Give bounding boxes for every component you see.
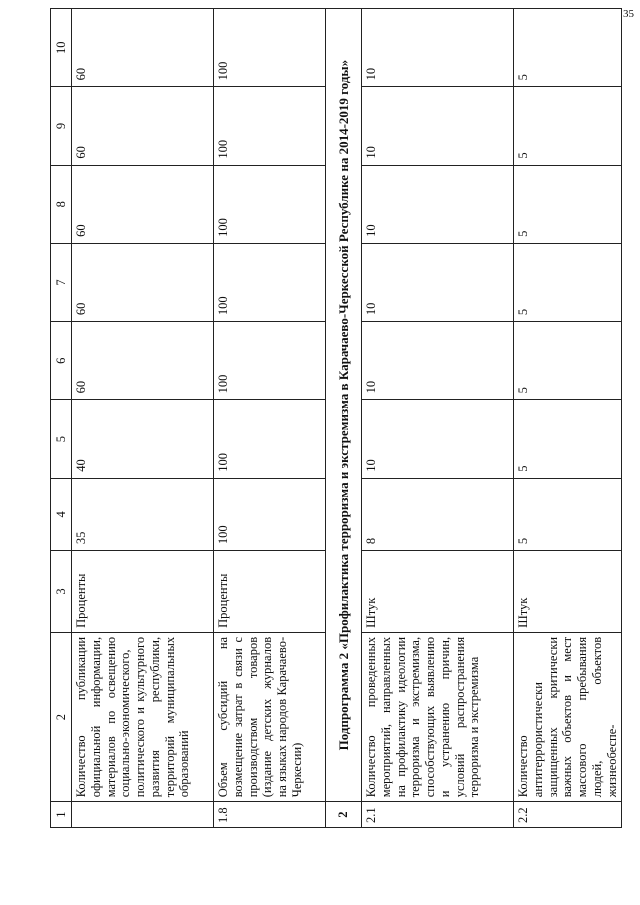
row-code: 2.1: [362, 802, 514, 828]
table-row: [72, 9, 214, 828]
column-number: 2: [51, 632, 72, 801]
row-value: 60: [72, 9, 214, 87]
row-value: 60: [72, 243, 214, 321]
row-value: 100: [214, 243, 326, 321]
row-code: [72, 802, 214, 828]
table-row: [514, 9, 622, 828]
row-value: 5: [514, 165, 622, 243]
table-row: [362, 9, 514, 828]
row-value: 35: [72, 478, 214, 550]
row-value: 40: [72, 400, 214, 478]
row-value: 100: [214, 87, 326, 165]
column-number: 7: [51, 243, 72, 321]
column-number-row: [51, 9, 72, 828]
column-number: 6: [51, 322, 72, 400]
row-value: 60: [72, 165, 214, 243]
row-value: 100: [214, 400, 326, 478]
row-value: 100: [214, 478, 326, 550]
subprogram-code: 2: [326, 802, 362, 828]
row-description: Количество антитеррористически защищенных критически важных объектов и мест массового пребывания людей, объектов жизнеобеспе-: [514, 632, 622, 801]
column-number: 9: [51, 87, 72, 165]
row-code: 2.2: [514, 802, 622, 828]
row-value: 5: [514, 322, 622, 400]
row-code: 1.8: [214, 802, 326, 828]
row-value: 10: [362, 322, 514, 400]
row-value: 5: [514, 9, 622, 87]
row-unit: Штук: [362, 551, 514, 633]
row-unit: Проценты: [72, 551, 214, 633]
column-number: 4: [51, 478, 72, 550]
row-value: 60: [72, 322, 214, 400]
column-number: 5: [51, 400, 72, 478]
page-number: 35: [623, 8, 634, 20]
row-value: 100: [214, 9, 326, 87]
row-value: 10: [362, 243, 514, 321]
column-number: 10: [51, 9, 72, 87]
subprogram-row: [326, 9, 362, 828]
row-value: 10: [362, 9, 514, 87]
subprogram-title: Подпрограмма 2 «Профилактика терроризма и экстремизма в Карачаево-Черкесской Республике на 2014-2019 годы»: [326, 9, 362, 802]
row-value: 60: [72, 87, 214, 165]
row-description: Количество проведенных мероприятий, направленных на профилактику идеологии терроризма и экстремизма, способствующих выявлению и устранению причин, условий распространения терроризма и экстремизма: [362, 632, 514, 801]
row-value: 8: [362, 478, 514, 550]
rotated-table-container: [50, 8, 619, 828]
row-value: 100: [214, 165, 326, 243]
row-value: 10: [362, 400, 514, 478]
row-unit: Проценты: [214, 551, 326, 633]
table-row: [214, 9, 326, 828]
column-number: 8: [51, 165, 72, 243]
row-unit: Штук: [514, 551, 622, 633]
row-description: Количество публикации официальной информации, материалов по освещению социально-экономического, политического и культурного развития республики, территорий муниципальных образований: [72, 632, 214, 801]
row-description: Объем субсидий на возмещение затрат в связи с производством товаров (издание детских журналов на языках народов Карачаево-Черкесии): [214, 632, 326, 801]
row-value: 10: [362, 87, 514, 165]
indicators-table: [50, 8, 622, 828]
row-value: 100: [214, 322, 326, 400]
row-value: 10: [362, 165, 514, 243]
column-number: 3: [51, 551, 72, 633]
row-value: 5: [514, 87, 622, 165]
row-value: 5: [514, 243, 622, 321]
row-value: 5: [514, 400, 622, 478]
row-value: 5: [514, 478, 622, 550]
column-number: 1: [51, 802, 72, 828]
